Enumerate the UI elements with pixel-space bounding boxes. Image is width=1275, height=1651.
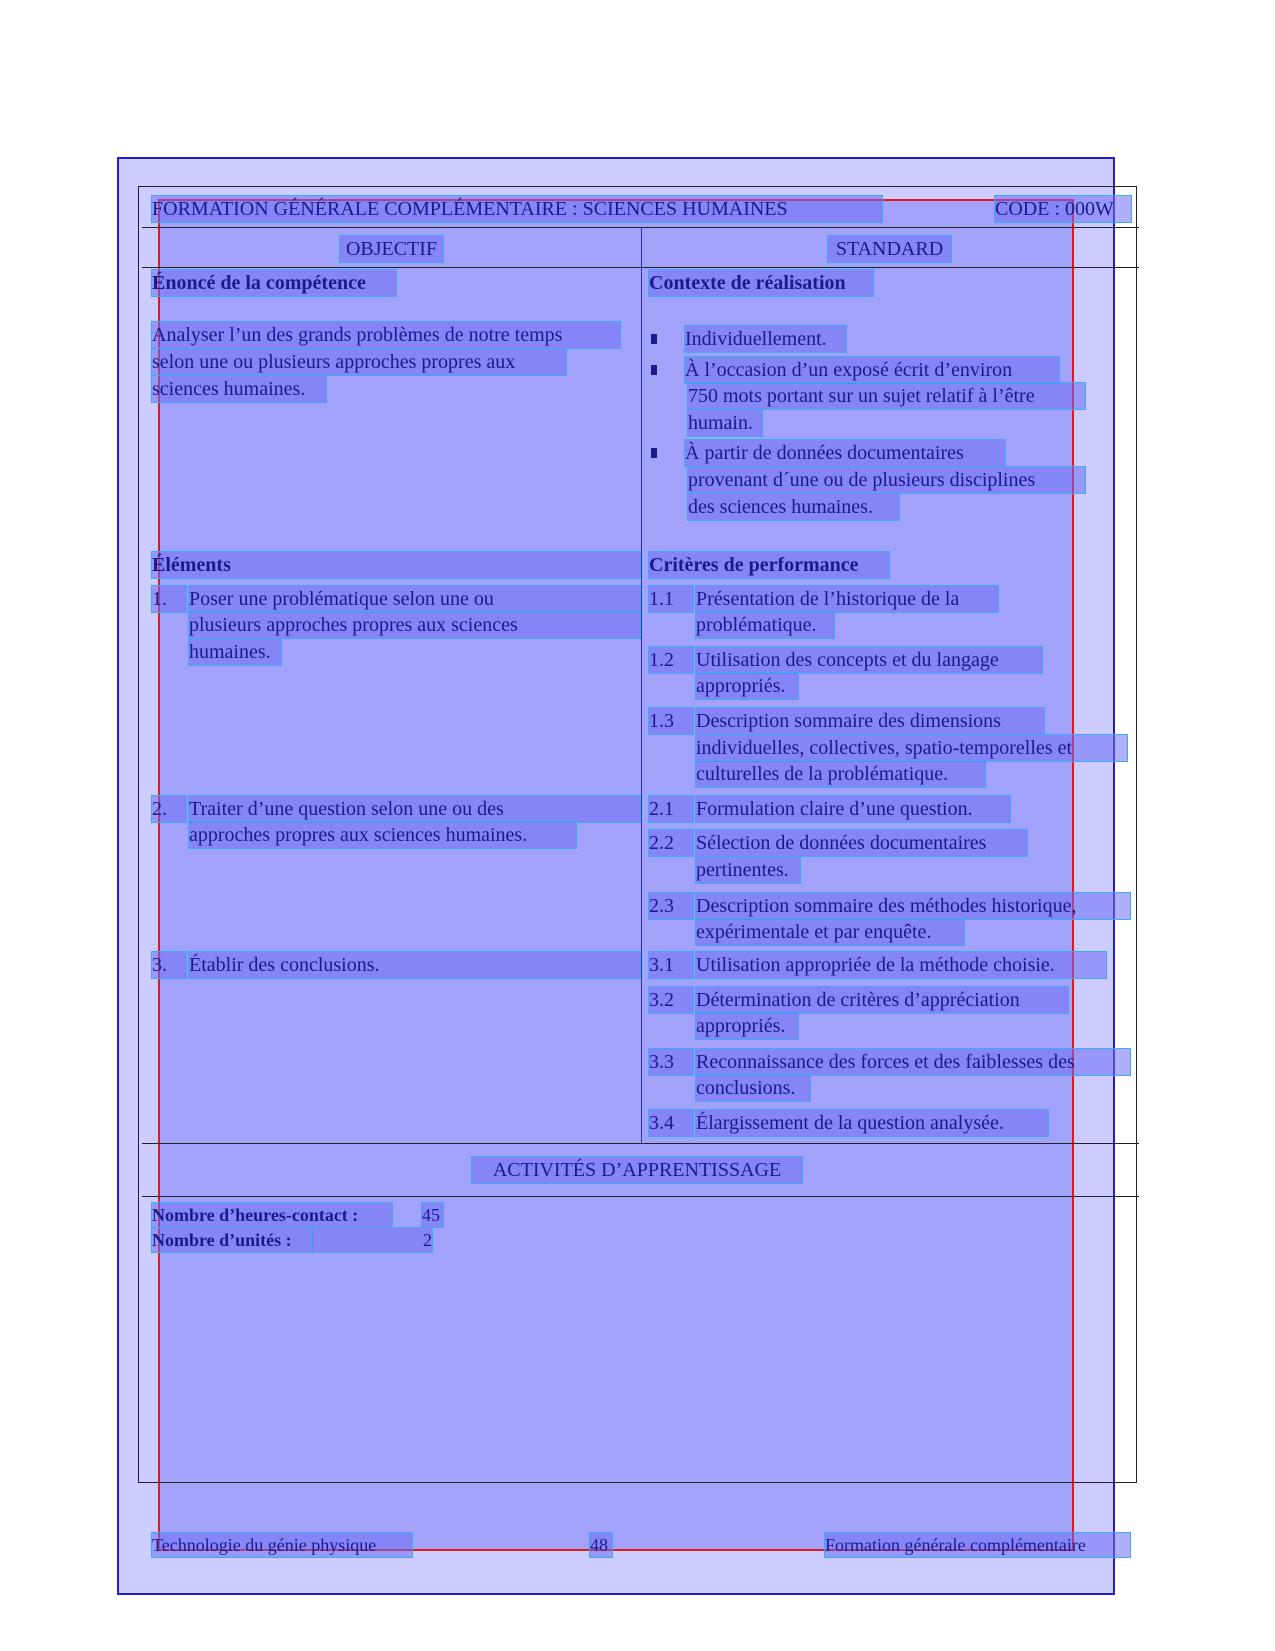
critere-number: 3.3 xyxy=(649,1049,693,1075)
element-line: Traiter d’une question selon une ou des xyxy=(189,796,640,822)
critere-line: Sélection de données documentaires xyxy=(696,830,1027,856)
critere-line: Utilisation des concepts et du langage xyxy=(696,647,1042,673)
critere-line: Description sommaire des méthodes historique, xyxy=(696,893,1130,919)
element-line: plusieurs approches propres aux sciences xyxy=(189,612,640,638)
contexte-item-line: humain. xyxy=(688,410,762,436)
contexte-item-line: des sciences humaines. xyxy=(688,494,899,520)
critere-line: appropriés. xyxy=(696,673,798,699)
element-number: 2. xyxy=(152,796,186,822)
section-divider xyxy=(142,1143,1139,1144)
critere-number: 1.1 xyxy=(649,586,693,612)
critere-number: 2.2 xyxy=(649,830,693,856)
critere-number: 2.1 xyxy=(649,796,693,822)
bullet-icon xyxy=(651,448,657,458)
elements-heading: Éléments xyxy=(152,552,640,578)
contexte-heading: Contexte de réalisation xyxy=(649,270,873,296)
critere-line: appropriés. xyxy=(696,1013,798,1039)
critere-line: expérimentale et par enquête. xyxy=(696,919,964,945)
unites-value: 2 xyxy=(312,1228,432,1252)
critere-line: Présentation de l’historique de la xyxy=(696,586,998,612)
element-line: Établir des conclusions. xyxy=(189,952,640,978)
element-number: 1. xyxy=(152,586,186,612)
element-line: approches propres aux sciences humaines. xyxy=(189,822,576,848)
unites-label: Nombre d’unités : xyxy=(152,1228,312,1252)
critere-line: Utilisation appropriée de la méthode choisie. xyxy=(696,952,1106,978)
critere-line: conclusions. xyxy=(696,1075,810,1101)
critere-number: 3.4 xyxy=(649,1110,693,1136)
course-title: FORMATION GÉNÉRALE COMPLÉMENTAIRE : SCIENCES HUMAINES xyxy=(152,196,882,222)
column-heading-objectif: OBJECTIF xyxy=(340,236,443,262)
critere-number: 3.2 xyxy=(649,987,693,1013)
footer-section: Formation générale complémentaire xyxy=(825,1533,1130,1557)
competence-line: selon une ou plusieurs approches propres aux xyxy=(152,349,566,375)
course-code: CODE : 000W xyxy=(995,196,1131,222)
heures-contact-value: 45 xyxy=(422,1203,443,1227)
heures-contact-label: Nombre d’heures-contact : xyxy=(152,1203,392,1227)
contexte-item-line: À l’occasion d’un exposé écrit d’environ xyxy=(685,357,1059,383)
footer-program: Technologie du génie physique xyxy=(152,1533,412,1557)
critere-number: 1.2 xyxy=(649,647,693,673)
critere-line: Description sommaire des dimensions xyxy=(696,708,1044,734)
element-line: Poser une problématique selon une ou xyxy=(189,586,640,612)
activites-heading: ACTIVITÉS D’APPRENTISSAGE xyxy=(472,1157,802,1183)
footer-page-number: 48 xyxy=(590,1533,612,1557)
bullet-icon xyxy=(651,334,657,344)
competence-line: Analyser l’un des grands problèmes de notre temps xyxy=(152,322,620,348)
contexte-item-line: provenant d´une ou de plusieurs disciplines xyxy=(688,467,1085,493)
contexte-item-line: À partir de données documentaires xyxy=(685,440,1005,466)
contexte-item-line: 750 mots portant sur un sujet relatif à l’être xyxy=(688,383,1085,409)
critere-line: pertinentes. xyxy=(696,857,800,883)
activities-divider xyxy=(142,1196,1139,1197)
column-heading-standard: STANDARD xyxy=(828,236,951,262)
element-line: humaines. xyxy=(189,639,281,665)
critere-line: culturelles de la problématique. xyxy=(696,761,985,787)
criteres-heading: Critères de performance xyxy=(649,552,889,578)
contexte-item-line: Individuellement. xyxy=(685,326,846,352)
element-number: 3. xyxy=(152,952,186,978)
bullet-icon xyxy=(651,365,657,375)
critere-number: 1.3 xyxy=(649,708,693,734)
critere-number: 2.3 xyxy=(649,893,693,919)
critere-line: Reconnaissance des forces et des faiblesses des xyxy=(696,1049,1130,1075)
critere-line: Élargissement de la question analysée. xyxy=(696,1110,1048,1136)
critere-line: individuelles, collectives, spatio-temporelles et xyxy=(696,735,1127,761)
critere-line: Formulation claire d’une question. xyxy=(696,796,1010,822)
competence-heading: Énoncé de la compétence xyxy=(152,270,396,296)
critere-line: problématique. xyxy=(696,612,834,638)
competence-line: sciences humaines. xyxy=(152,376,326,402)
critere-line: Détermination de critères d’appréciation xyxy=(696,987,1068,1013)
column-divider xyxy=(641,227,642,1143)
critere-number: 3.1 xyxy=(649,952,693,978)
